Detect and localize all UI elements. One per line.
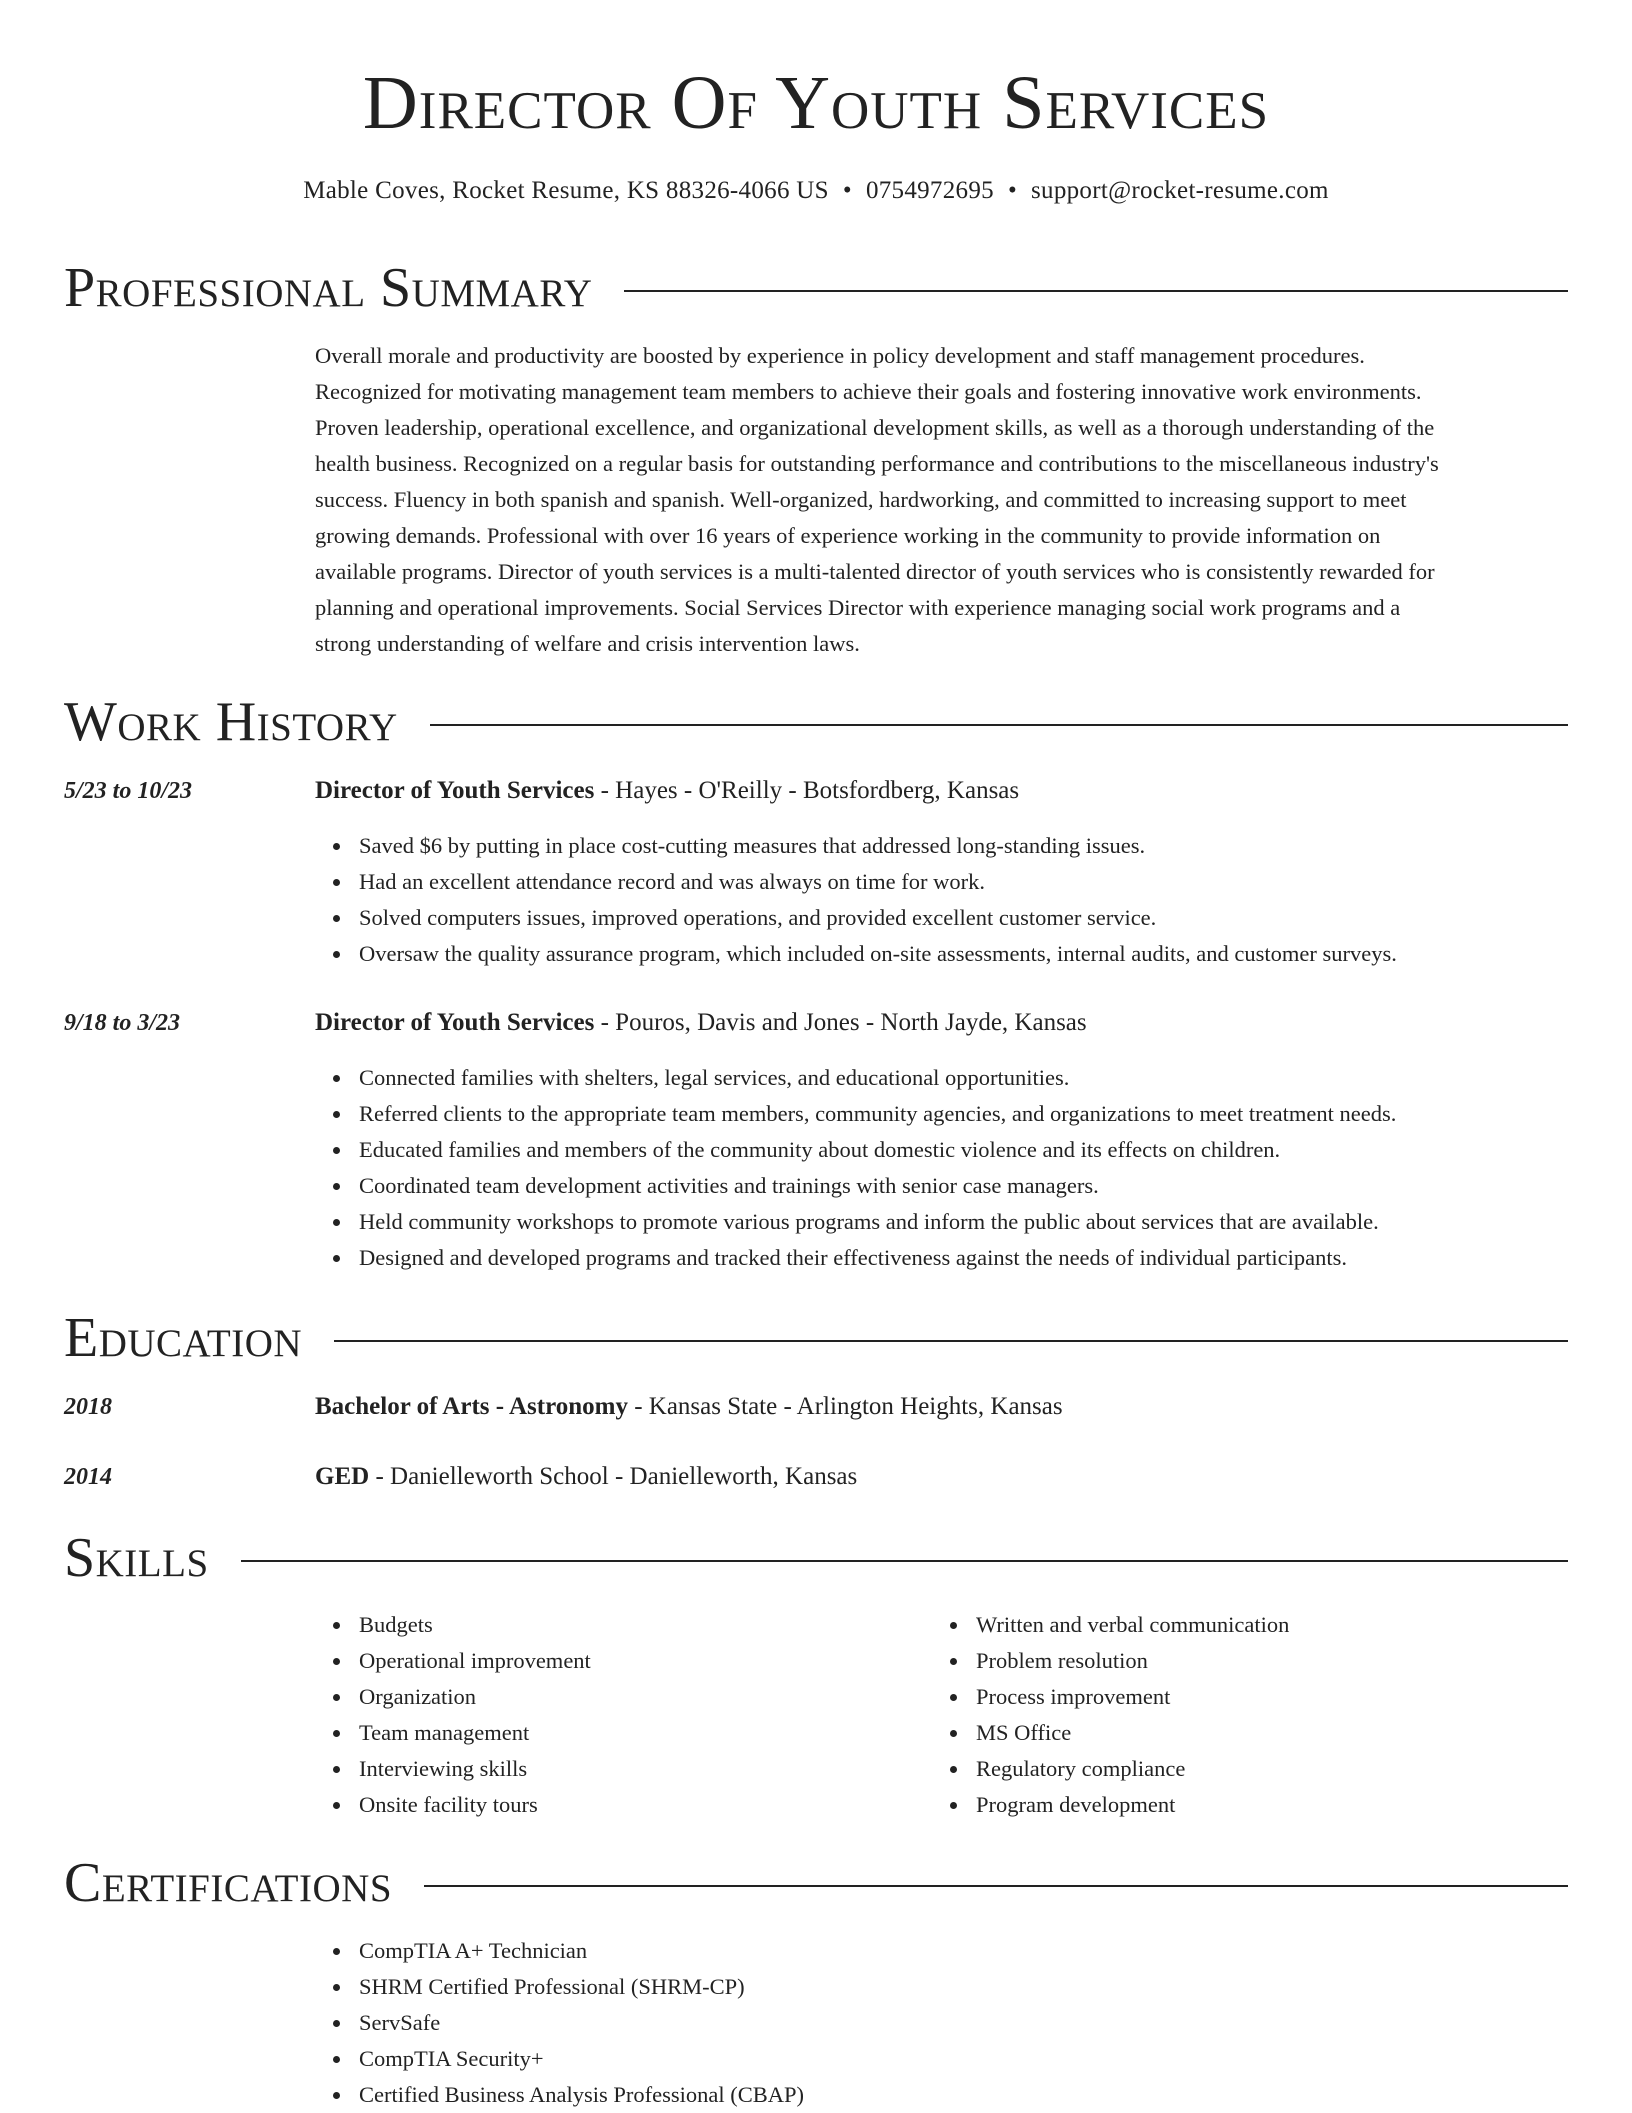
job-title: Director of Youth Services [315, 1009, 595, 1036]
certification-item: Certified Business Analysis Professional (CBAP) [359, 2077, 1569, 2113]
list-item: Connected families with shelters, legal services, and educational opportunities. [359, 1060, 1569, 1096]
education-year: 2014 [64, 1464, 112, 1490]
education-line [315, 1460, 857, 1494]
list-item: Saved $6 by putting in place cost-cutting measures that addressed long-standing issues. [359, 828, 1569, 864]
list-item: Designed and developed programs and tracked their effectiveness against the needs of individual participants. [359, 1240, 1569, 1276]
list-item: Educated families and members of the community about domestic violence and its effects on children. [359, 1132, 1569, 1168]
summary-line: available programs. Director of youth services is a multi-talented director of youth services who is consistently rewarded for [315, 559, 1435, 584]
summary-line: success. Fluency in both spanish and spanish. Well-organized, hardworking, and committed to increasing support to meet [315, 487, 1407, 512]
section-heading: Work History [64, 691, 398, 753]
summary-line: Overall morale and productivity are boosted by experience in policy development and staff management procedures. [315, 343, 1365, 368]
education-year: 2018 [64, 1394, 112, 1420]
resume-name: Director Of Youth Services [362, 61, 1270, 145]
skill-item: Regulatory compliance [976, 1751, 1536, 1787]
summary-line: planning and operational improvements. Social Services Director with experience managing social work programs and a [315, 595, 1401, 620]
skills-list-left [315, 1607, 919, 1823]
list-item: Coordinated team development activities and trainings with senior case managers. [359, 1168, 1569, 1204]
skill-item: Program development [976, 1787, 1536, 1823]
summary-line: Proven leadership, operational excellence, and organizational development skills, as well as a thorough understanding of the [315, 415, 1435, 440]
section-rule [430, 724, 1568, 726]
section-work-history [64, 690, 1568, 754]
job-dates: 9/18 to 3/23 [64, 1010, 181, 1036]
certifications-list [315, 1933, 1569, 2113]
section-heading: Professional Summary [64, 257, 593, 319]
list-item: Had an excellent attendance record and was always on time for work. [359, 864, 1569, 900]
contact-email: support@rocket-resume.com [1031, 177, 1329, 204]
contact-line [0, 174, 1632, 208]
summary-line: growing demands. Professional with over 16 years of experience working in the community to provide information on [315, 523, 1381, 548]
list-item: Held community workshops to promote various programs and inform the public about services that are available. [359, 1204, 1569, 1240]
certification-item: CompTIA Security+ [359, 2041, 1569, 2077]
job-title-line [315, 1006, 1087, 1040]
job-bullets [315, 1060, 1569, 1276]
contact-address: Mable Coves, Rocket Resume, KS 88326-4066 US [303, 177, 829, 204]
section-rule [624, 290, 1568, 292]
section-rule [241, 1560, 1568, 1562]
section-heading: Certifications [64, 1852, 393, 1914]
section-education [64, 1306, 1568, 1370]
education-school: - Kansas State - Arlington Heights, Kansas [627, 1393, 1063, 1420]
section-professional-summary [64, 256, 1568, 320]
job-employer: - Pouros, Davis and Jones - North Jayde, Kansas [594, 1009, 1087, 1036]
certification-item: ServSafe [359, 2005, 1569, 2041]
education-line [315, 1390, 1063, 1424]
skill-item: Problem resolution [976, 1643, 1536, 1679]
summary-line: Recognized for motivating management team members to achieve their goals and fostering innovative work environments. [315, 379, 1422, 404]
education-school: - Danielleworth School - Danielleworth, Kansas [369, 1463, 858, 1490]
job-employer: - Hayes - O'Reilly - Botsfordberg, Kansas [594, 777, 1020, 804]
skill-item: Organization [359, 1679, 919, 1715]
skill-item: Written and verbal communication [976, 1607, 1536, 1643]
skill-item: Onsite facility tours [359, 1787, 919, 1823]
job-bullets [315, 828, 1569, 972]
job-title: Director of Youth Services [315, 777, 595, 804]
section-rule [334, 1340, 1568, 1342]
contact-separator: • [1007, 177, 1017, 204]
summary-line: strong understanding of welfare and crisis intervention laws. [315, 631, 860, 656]
list-item: Solved computers issues, improved operations, and provided excellent customer service. [359, 900, 1569, 936]
section-heading: Education [64, 1307, 303, 1369]
certification-item: CompTIA A+ Technician [359, 1933, 1569, 1969]
skill-item: MS Office [976, 1715, 1536, 1751]
skill-item: Budgets [359, 1607, 919, 1643]
job-dates: 5/23 to 10/23 [64, 778, 193, 804]
education-degree: Bachelor of Arts - Astronomy [315, 1393, 628, 1420]
certification-item: SHRM Certified Professional (SHRM-CP) [359, 1969, 1569, 2005]
education-degree: GED [315, 1463, 370, 1490]
skill-item: Process improvement [976, 1679, 1536, 1715]
section-skills [64, 1526, 1568, 1590]
list-item: Oversaw the quality assurance program, which included on-site assessments, internal audits, and customer surveys. [359, 936, 1569, 972]
summary-line: health business. Recognized on a regular basis for outstanding performance and contributions to the miscellaneous industry's [315, 451, 1439, 476]
skill-item: Operational improvement [359, 1643, 919, 1679]
skills-list-right [932, 1607, 1536, 1823]
skill-item: Team management [359, 1715, 919, 1751]
job-title-line [315, 774, 1019, 808]
skill-item: Interviewing skills [359, 1751, 919, 1787]
section-rule [424, 1885, 1568, 1887]
section-heading: Skills [64, 1527, 209, 1589]
contact-phone: 0754972695 [865, 177, 994, 204]
contact-separator: • [842, 177, 852, 204]
list-item: Referred clients to the appropriate team members, community agencies, and organizations to meet treatment needs. [359, 1096, 1569, 1132]
section-certifications [64, 1851, 1568, 1915]
summary-text [315, 338, 1569, 662]
